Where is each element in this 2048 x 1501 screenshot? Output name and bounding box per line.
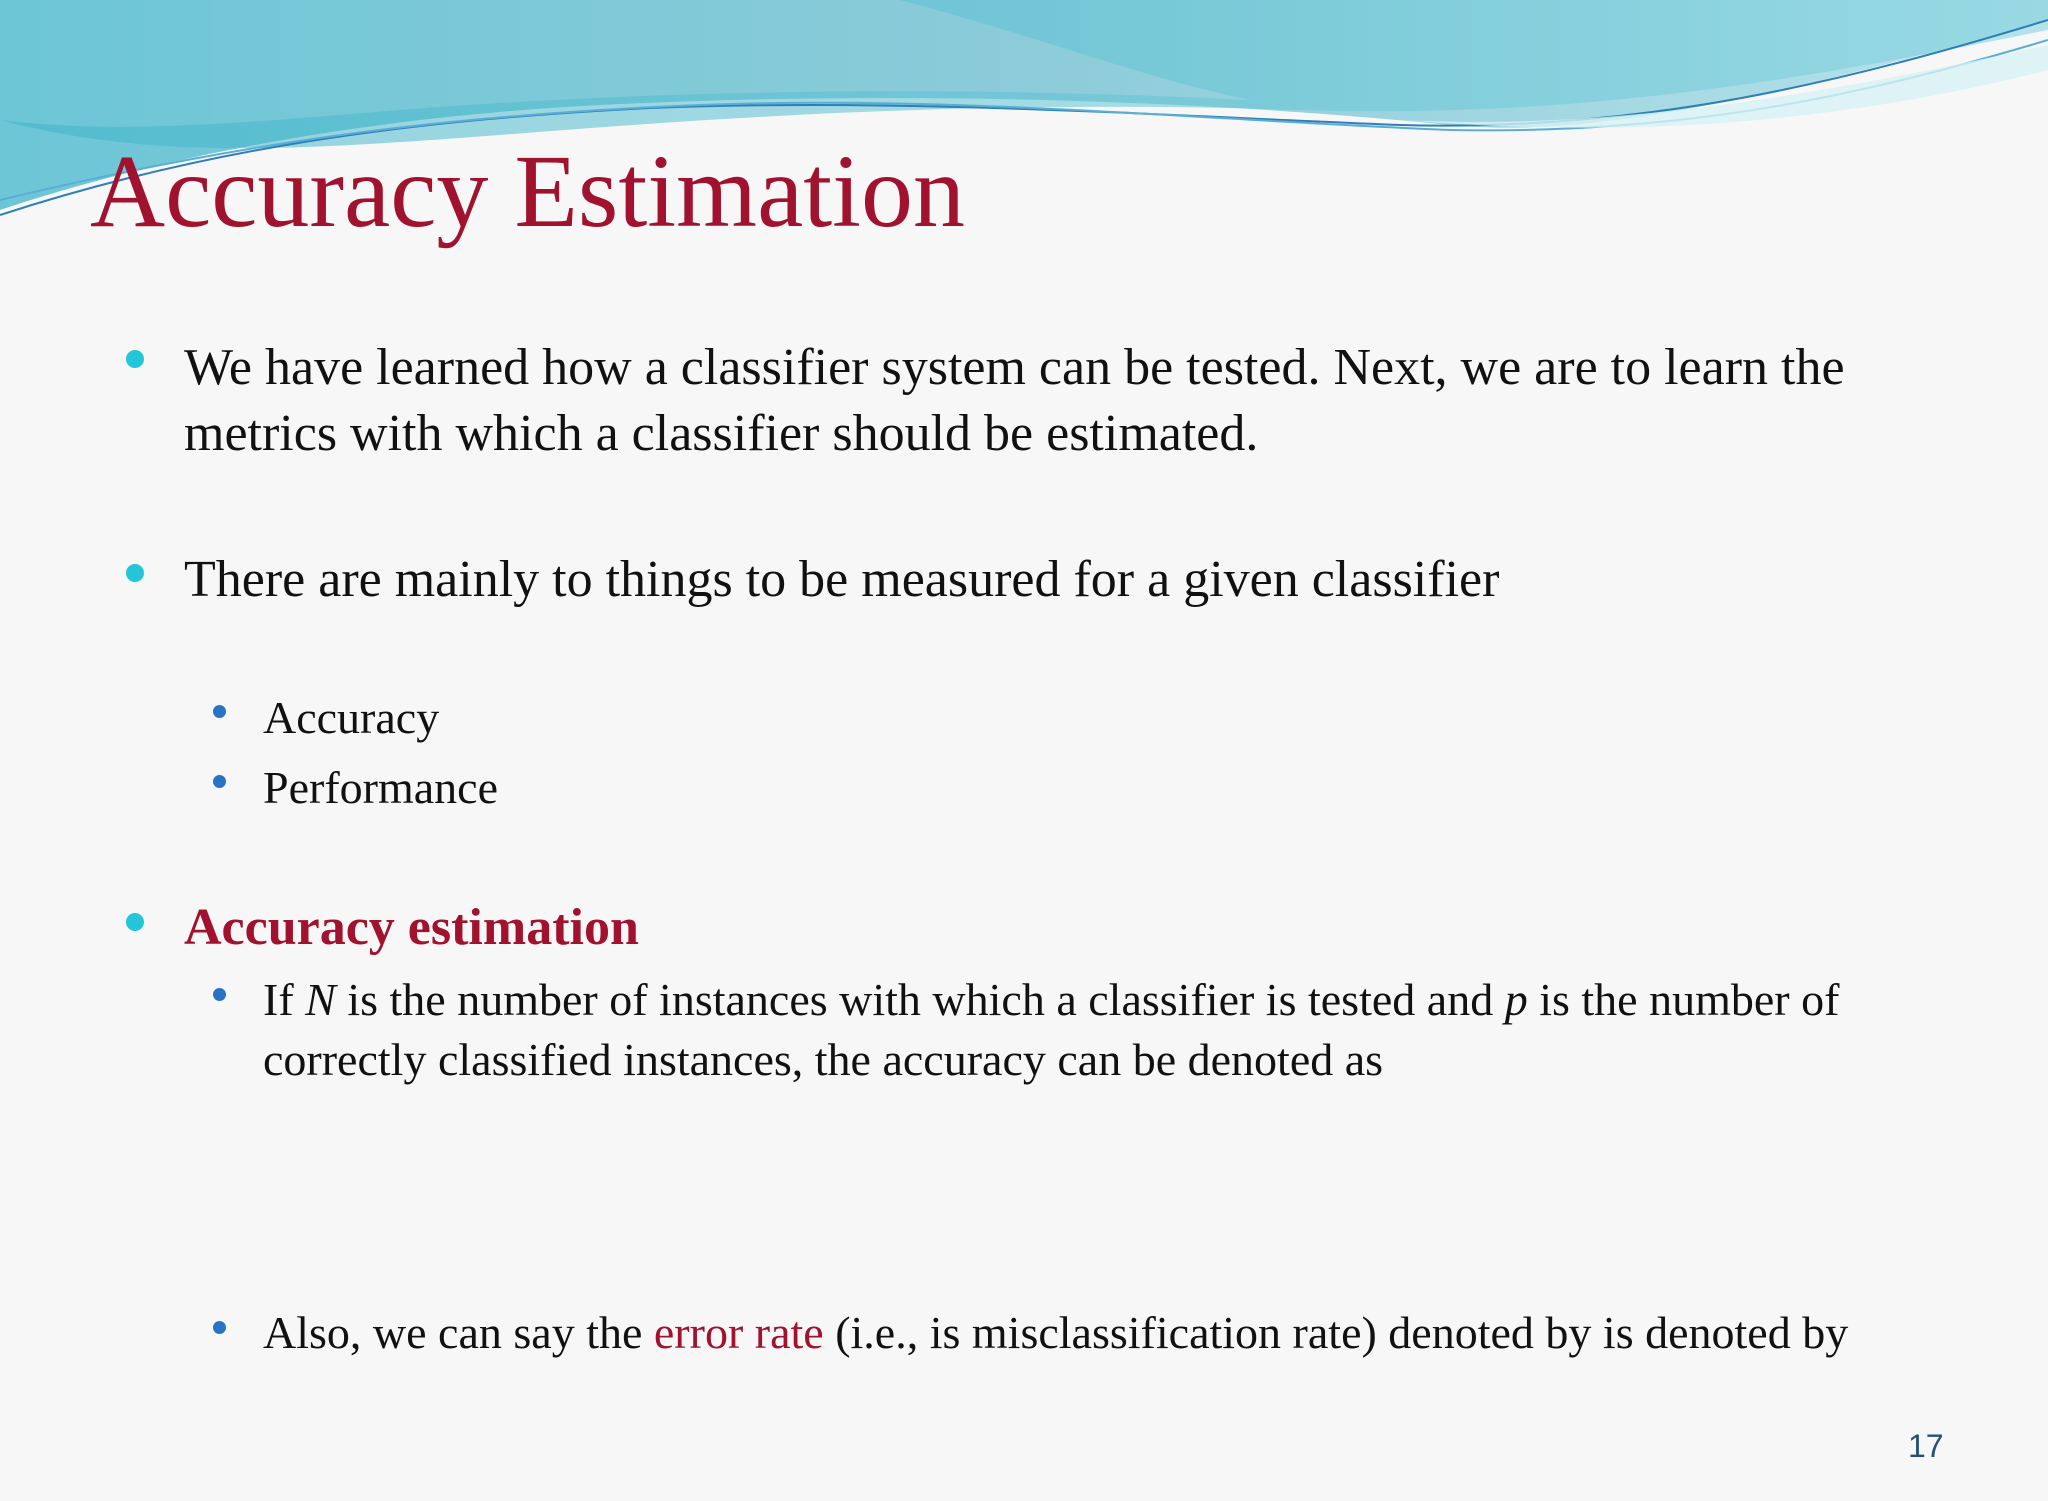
bullet-dot — [126, 913, 144, 931]
text-segment: is the number of correctly classified instances, the accuracy can be denoted as — [263, 974, 1840, 1085]
sub-bullet-dot — [213, 705, 226, 718]
bullet-learned-metrics: We have learned how a classifier system can be tested. Next, we are to learn the metrics with which a classifier should be estimated. — [184, 339, 1845, 462]
text-segment: is the number of instances with which a classifier is tested and — [335, 974, 1505, 1025]
slide-title: Accuracy Estimation — [90, 134, 966, 249]
variable-p: p — [1504, 974, 1528, 1025]
page-number: 17 — [1908, 1428, 1944, 1464]
sub-bullet-error-rate — [263, 1303, 1983, 1363]
text-segment: If — [263, 974, 306, 1025]
bullet-things-measured: There are mainly to things to be measured for a given classifier — [184, 551, 1500, 608]
text-segment: Also, we can say the — [263, 1307, 654, 1358]
variable-n: N — [305, 974, 336, 1025]
sub-bullet-accuracy: Accuracy — [263, 692, 440, 743]
error-rate-highlight: error rate — [653, 1307, 824, 1358]
text-segment: (i.e., is misclassification rate) denoted by is denoted by — [823, 1307, 1849, 1358]
sub-bullet-accuracy-definition — [263, 970, 1983, 1090]
sub-bullet-dot — [213, 1321, 226, 1334]
bullet-accuracy-estimation-heading: Accuracy estimation — [184, 899, 639, 956]
sub-bullet-performance: Performance — [263, 762, 498, 813]
sub-bullet-dot — [213, 988, 226, 1001]
bullet-dot — [126, 350, 144, 368]
sub-bullet-dot — [213, 775, 226, 788]
bullet-dot — [126, 564, 144, 582]
